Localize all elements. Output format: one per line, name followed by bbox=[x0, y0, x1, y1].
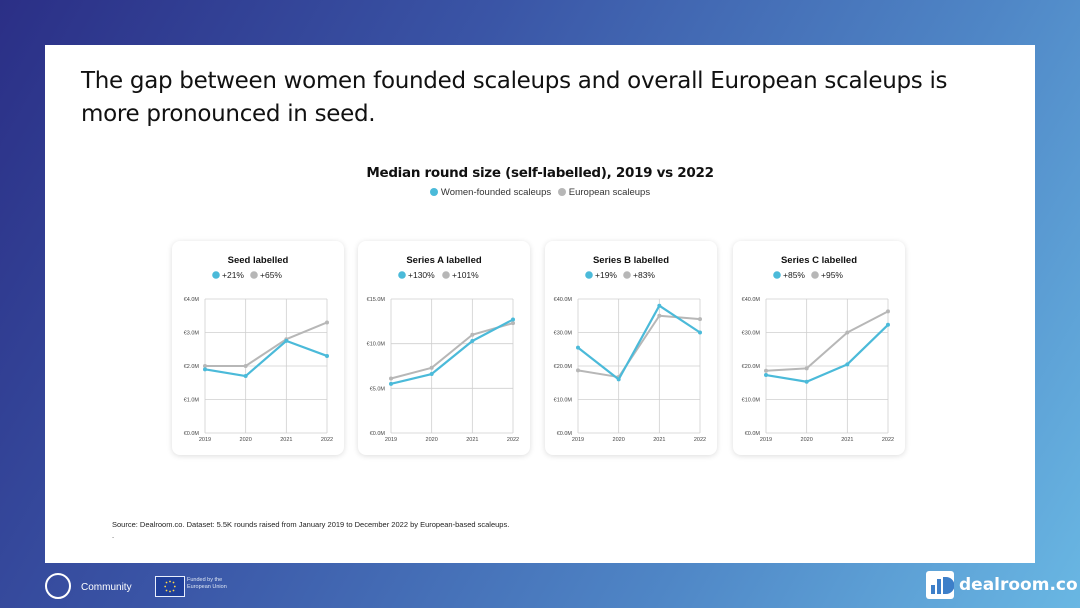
x-tick-label: 2021 bbox=[280, 437, 293, 443]
chart-card-series-c bbox=[733, 241, 905, 455]
y-tick-label: €20.0M bbox=[741, 364, 760, 370]
legend-dot-women bbox=[430, 188, 438, 196]
data-point-women bbox=[886, 323, 890, 327]
data-point-women bbox=[576, 346, 580, 350]
data-point-women bbox=[657, 304, 661, 308]
legend-item-women bbox=[430, 187, 554, 198]
legend-value-women: +130% bbox=[408, 270, 435, 280]
legend-dot-women bbox=[398, 271, 406, 279]
eu-funding-text: Funded by the European Union bbox=[187, 577, 227, 590]
data-point-european bbox=[470, 333, 474, 337]
line-chart-svg bbox=[733, 241, 905, 455]
legend-dot-women bbox=[585, 271, 593, 279]
data-point-women bbox=[698, 331, 702, 335]
legend-value-european: +101% bbox=[452, 270, 479, 280]
x-tick-label: 2019 bbox=[759, 437, 773, 443]
x-tick-label: 2022 bbox=[693, 437, 707, 443]
data-point-women bbox=[805, 380, 809, 384]
y-tick-label: €30.0M bbox=[553, 330, 572, 337]
series-line-european bbox=[391, 323, 513, 378]
x-tick-label: 2019 bbox=[198, 437, 212, 443]
x-tick-label: 2019 bbox=[384, 437, 398, 443]
y-tick-label: €0.0M bbox=[183, 431, 199, 437]
data-point-women bbox=[617, 377, 621, 381]
chart-card-series-a bbox=[358, 241, 530, 455]
chart-card-seed bbox=[172, 241, 344, 455]
mini-chart-legend bbox=[212, 270, 282, 280]
data-point-women bbox=[244, 374, 248, 378]
x-tick-label: 2021 bbox=[466, 437, 479, 443]
y-tick-label: €0.0M bbox=[744, 431, 760, 437]
x-tick-label: 2020 bbox=[612, 437, 625, 443]
data-point-women bbox=[764, 373, 768, 377]
data-point-women bbox=[845, 362, 849, 366]
main-legend bbox=[45, 187, 1035, 198]
y-tick-label: €15.0M bbox=[366, 297, 385, 303]
mini-chart-legend bbox=[773, 270, 843, 280]
data-point-european bbox=[389, 377, 393, 381]
x-tick-label: 2022 bbox=[506, 437, 520, 443]
legend-item-european bbox=[558, 187, 650, 198]
y-tick-label: €10.0M bbox=[741, 397, 760, 404]
data-point-european bbox=[511, 321, 515, 325]
slide-headline: The gap between women founded scaleups and overall European scaleups is more pronounced in seed. bbox=[81, 68, 948, 127]
y-tick-label: €0.0M bbox=[369, 431, 385, 437]
series-line-women bbox=[205, 341, 327, 376]
data-point-european bbox=[657, 314, 661, 318]
y-tick-label: €40.0M bbox=[553, 297, 572, 303]
legend-dot-european bbox=[442, 271, 450, 279]
data-point-women bbox=[430, 372, 434, 376]
slide-panel bbox=[45, 45, 1035, 563]
eu-flag-icon bbox=[155, 576, 185, 597]
x-tick-label: 2020 bbox=[425, 437, 438, 443]
y-tick-label: €10.0M bbox=[553, 397, 572, 404]
series-line-european bbox=[578, 316, 700, 377]
y-tick-label: €1.0M bbox=[183, 397, 199, 404]
mini-chart-title: Series C labelled bbox=[780, 255, 858, 266]
y-tick-label: €3.0M bbox=[183, 330, 199, 337]
y-tick-label: €40.0M bbox=[741, 297, 760, 303]
eit-community-text: Community bbox=[81, 582, 132, 593]
legend-value-european: +95% bbox=[821, 270, 843, 280]
x-tick-label: 2019 bbox=[571, 437, 585, 443]
line-chart-svg bbox=[172, 241, 344, 455]
y-tick-label: €5.0M bbox=[369, 386, 385, 393]
data-point-women bbox=[389, 382, 393, 386]
data-point-women bbox=[325, 354, 329, 358]
dealroom-logo-icon bbox=[926, 571, 954, 599]
x-tick-label: 2022 bbox=[320, 437, 334, 443]
legend-dot-european bbox=[623, 271, 631, 279]
data-point-women bbox=[203, 367, 207, 371]
legend-label-women: Women-founded scaleups bbox=[440, 187, 552, 198]
legend-value-european: +83% bbox=[633, 270, 655, 280]
source-note: Source: Dealroom.co. Dataset: 5.5K rounds raised from January 2019 to December 2022 by European-based scaleups. bbox=[112, 520, 510, 529]
legend-dot-european bbox=[558, 188, 566, 196]
data-point-women bbox=[511, 318, 515, 322]
data-point-european bbox=[886, 309, 890, 313]
mini-chart-legend bbox=[585, 270, 655, 280]
legend-value-women: +85% bbox=[783, 270, 805, 280]
data-point-european bbox=[805, 366, 809, 370]
data-point-european bbox=[325, 320, 329, 324]
x-tick-label: 2021 bbox=[653, 437, 666, 443]
legend-dot-european bbox=[811, 271, 819, 279]
y-tick-label: €30.0M bbox=[741, 330, 760, 337]
data-point-women bbox=[284, 339, 288, 343]
line-chart-svg bbox=[358, 241, 530, 455]
x-tick-label: 2020 bbox=[239, 437, 252, 443]
y-tick-label: €10.0M bbox=[366, 341, 385, 348]
data-point-european bbox=[698, 317, 702, 321]
data-point-european bbox=[764, 369, 768, 373]
legend-dot-european bbox=[250, 271, 258, 279]
legend-label-european: European scaleups bbox=[568, 187, 651, 198]
data-point-european bbox=[430, 366, 434, 370]
chart-title: Median round size (self-labelled), 2019 vs 2022 bbox=[366, 165, 714, 181]
y-tick-label: €0.0M bbox=[556, 431, 572, 437]
data-point-european bbox=[576, 368, 580, 372]
mini-chart-title: Series B labelled bbox=[592, 255, 670, 266]
y-tick-label: €20.0M bbox=[553, 364, 572, 370]
legend-dot-women bbox=[212, 271, 220, 279]
mini-chart-title: Series A labelled bbox=[406, 255, 482, 266]
legend-value-women: +21% bbox=[222, 270, 244, 280]
x-tick-label: 2020 bbox=[800, 437, 813, 443]
y-tick-label: €2.0M bbox=[183, 364, 199, 370]
legend-dot-women bbox=[773, 271, 781, 279]
line-chart-svg bbox=[545, 241, 717, 455]
legend-value-european: +65% bbox=[260, 270, 282, 280]
dealroom-wordmark: dealroom.co bbox=[959, 575, 1078, 595]
mini-chart-legend bbox=[398, 270, 479, 280]
data-point-european bbox=[845, 331, 849, 335]
series-line-women bbox=[766, 325, 888, 382]
legend-value-women: +19% bbox=[595, 270, 617, 280]
source-dot: . bbox=[112, 531, 115, 540]
x-tick-label: 2021 bbox=[841, 437, 854, 443]
data-point-european bbox=[244, 364, 248, 368]
series-line-european bbox=[766, 311, 888, 370]
eit-community-logo bbox=[45, 573, 132, 599]
y-tick-label: €4.0M bbox=[183, 297, 199, 303]
chart-card-series-b bbox=[545, 241, 717, 455]
data-point-women bbox=[470, 339, 474, 343]
mini-chart-title: Seed labelled bbox=[227, 255, 289, 266]
x-tick-label: 2022 bbox=[881, 437, 895, 443]
